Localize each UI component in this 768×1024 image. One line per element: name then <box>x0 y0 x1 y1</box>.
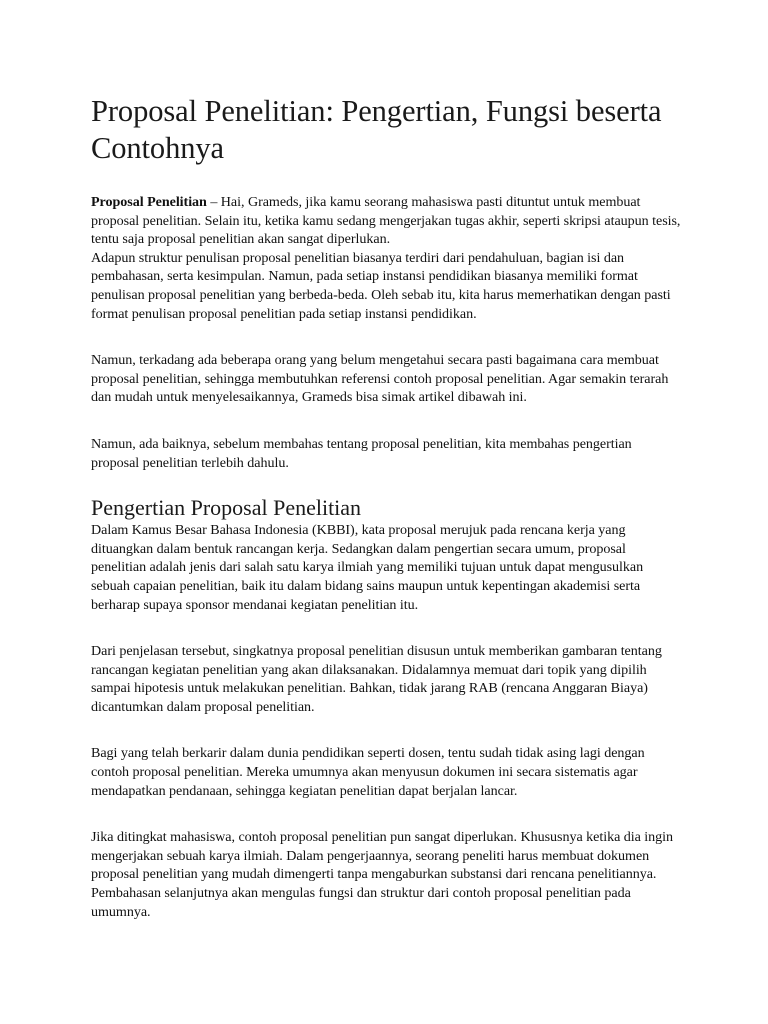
intro-paragraph <box>91 193 683 249</box>
document-page <box>91 93 683 921</box>
section-paragraph-1: Dalam Kamus Besar Bahasa Indonesia (KBBI), kata proposal merujuk pada rencana kerja yang dituangkan dalam bentuk rancangan kerja. Sedangkan dalam pengertian secara umum, proposal penelitian adalah jenis dari salah satu karya ilmiah yang memiliki tujuan untuk dapat mengusulkan sebuah capaian penelitian, baik itu dalam bidang sains maupun untuk kepentingan akademisi serta berharap supaya sponsor mendanai kegiatan penelitian itu. <box>91 522 644 613</box>
article-title: Proposal Penelitian: Pengertian, Fungsi beserta Contohnya <box>91 94 662 165</box>
intro-paragraph-continued: Adapun struktur penulisan proposal penelitian biasanya terdiri dari pendahuluan, bagian isi dan pembahasan, serta kesimpulan. Namun, pada setiap instansi pendidikan biasanya memiliki format penulisan proposal penelitian yang berbeda-beda. Oleh sebab itu, kita harus memerhatikan dengan pasti format penulisan proposal penelitian pada setiap instansi pendidikan. <box>91 249 671 322</box>
intro-text: – Hai, Grameds, jika kamu seorang mahasiswa pasti dituntut untuk membuat proposal penelitian. Selain itu, ketika kamu sedang mengerjakan tugas akhir, seperti skripsi ataupun tesis, tentu saja proposal penelitian akan sangat diperlukan. <box>91 194 681 248</box>
intro-bold-term: Proposal Penelitian <box>91 194 207 210</box>
section-heading: Pengertian Proposal Penelitian <box>91 495 362 521</box>
section-paragraph-2: Dari penjelasan tersebut, singkatnya proposal penelitian disusun untuk memberikan gambaran tentang rancangan kegiatan penelitian yang akan dilaksanakan. Didalamnya memuat dari topik yang dipilih sampai hipotesis untuk melakukan penelitian. Bahkan, tidak jarang RAB (rencana Anggaran Biaya) dicantumkan dalam proposal penelitian. <box>91 643 662 715</box>
section-paragraph-3: Bagi yang telah berkarir dalam dunia pendidikan seperti dosen, tentu sudah tidak asing lagi dengan contoh proposal penelitian. Mereka umumnya akan menyusun dokumen ini secara sistematis agar mendapatkan pendanaan, sehingga kegiatan penelitian dapat berjalan lancar. <box>91 745 645 799</box>
paragraph-2: Namun, terkadang ada beberapa orang yang belum mengetahui secara pasti bagaimana cara membuat proposal penelitian, sehingga membutuhkan referensi contoh proposal penelitian. Agar semakin terarah dan mudah untuk menyelesaikannya, Grameds bisa simak artikel dibawah ini. <box>91 352 669 406</box>
paragraph-3: Namun, ada baiknya, sebelum membahas tentang proposal penelitian, kita membahas pengertian proposal penelitian terlebih dahulu. <box>91 435 632 471</box>
section-paragraph-4: Jika ditingkat mahasiswa, contoh proposal penelitian pun sangat diperlukan. Khususnya ketika dia ingin mengerjakan sebuah karya ilmiah. Dalam pengerjaannya, seorang peneliti harus membuat dokumen proposal penelitian yang mudah dimengerti tanpa mengaburkan substansi dari rencana penelitiannya. Pembahasan selanjutnya akan mengulas fungsi dan struktur dari contoh proposal penelitian pada umumnya. <box>91 829 674 920</box>
